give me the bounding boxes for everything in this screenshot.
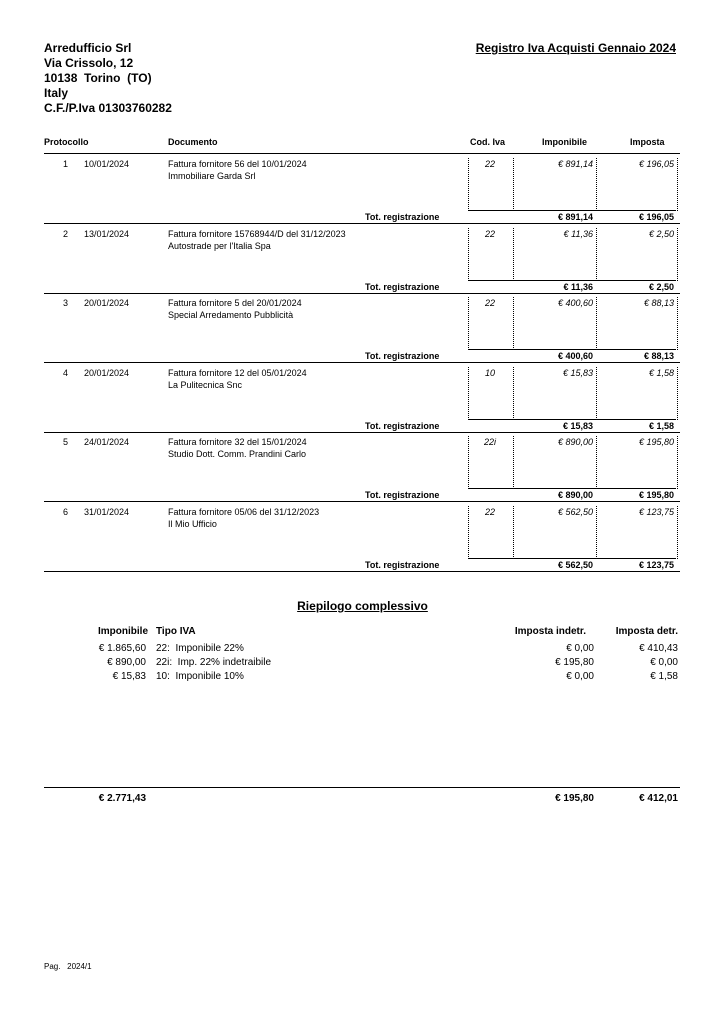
column-imponibile: Imponibile (542, 137, 587, 147)
total-label: Tot. registrazione (365, 212, 440, 222)
document-title: Registro Iva Acquisti Gennaio 2024 (475, 41, 676, 55)
total-label: Tot. registrazione (365, 420, 440, 431)
entry-imposta: € 196,05 (638, 159, 674, 169)
summary-tipo: 22i: Imp. 22% indetraibile (156, 657, 272, 668)
entry-total-imponibile: € 400,60 (557, 351, 593, 361)
entry-supplier: La Pulitecnica Snc (168, 379, 243, 390)
entry-imposta: € 88,13 (643, 298, 674, 308)
summary-header-imponibile: Imponibile (98, 626, 148, 637)
column-cod-iva: Cod. Iva (470, 137, 506, 147)
summary-tipo: 10: Imponibile 10% (156, 671, 244, 682)
entry-imposta: € 195,80 (638, 437, 674, 447)
summary-title: Riepilogo complessivo (297, 599, 428, 613)
entry-date: 20/01/2024 (84, 367, 130, 378)
entry-imponibile: € 890,00 (557, 437, 593, 447)
summary-indetr: € 0,00 (566, 671, 594, 682)
entry-supplier: Special Arredamento Pubblicità (168, 310, 294, 320)
entry-cod-iva: 22 (484, 298, 495, 308)
summary-detr: € 0,00 (650, 657, 678, 668)
entry-imponibile: € 562,50 (557, 506, 593, 517)
registry-entry (44, 294, 680, 364)
summary-indetr: € 195,80 (555, 657, 594, 668)
entry-divider (44, 571, 680, 572)
entry-cod-iva: 22i (483, 437, 496, 447)
column-protocollo: Protocollo (44, 137, 89, 147)
registry-entry (44, 364, 680, 434)
entry-total-imponibile: € 562,50 (557, 559, 593, 570)
entry-number: 3 (62, 298, 68, 308)
company-info (44, 41, 172, 116)
entry-document: Fattura fornitore 15768944/D del 31/12/2023 (168, 228, 346, 239)
entry-total-imponibile: € 11,36 (563, 281, 593, 292)
entry-supplier: Immobiliare Garda Srl (168, 171, 256, 181)
entry-total-imposta: € 195,80 (638, 490, 674, 500)
summary-header-tipo: Tipo IVA (156, 626, 196, 637)
company-vat: C.F./P.Iva 01303760282 (44, 101, 172, 115)
entry-imponibile: € 15,83 (562, 367, 593, 378)
summary-header-indetr: Imposta indetr. (514, 626, 586, 637)
summary-detr: € 410,43 (639, 643, 678, 654)
entry-document: Fattura fornitore 32 del 15/01/2024 (168, 437, 307, 447)
registry-entry (44, 155, 680, 225)
entry-document: Fattura fornitore 05/06 del 31/12/2023 (168, 506, 320, 517)
summary-imponibile: € 890,00 (107, 657, 146, 668)
entry-imponibile: € 400,60 (557, 298, 593, 308)
company-address: Via Crissolo, 12 (44, 56, 134, 70)
summary-tipo: 22: Imponibile 22% (156, 643, 244, 654)
total-top-line (468, 488, 676, 489)
entry-total-imponibile: € 15,83 (562, 420, 593, 431)
total-top-line (468, 280, 676, 281)
registry-entry (44, 433, 680, 503)
entry-supplier: Il Mio Ufficio (168, 518, 217, 529)
summary-indetr: € 0,00 (566, 643, 594, 654)
company-city: 10138 Torino (TO) (44, 71, 152, 85)
entry-number: 1 (62, 159, 68, 169)
total-label: Tot. registrazione (365, 351, 440, 361)
entry-total-imposta: € 2,50 (648, 281, 674, 292)
column-documento: Documento (168, 137, 218, 147)
entry-date: 10/01/2024 (84, 159, 130, 169)
entry-date: 13/01/2024 (84, 228, 130, 239)
company-name: Arredufficio Srl (44, 41, 132, 55)
grand-total-divider (44, 787, 680, 788)
entry-number: 5 (62, 437, 68, 447)
header-divider (44, 153, 680, 154)
summary-header-detr: Imposta detr. (615, 626, 678, 637)
entry-imponibile: € 891,14 (557, 159, 593, 169)
company-country: Italy (44, 86, 69, 100)
entry-total-imposta: € 196,05 (638, 212, 674, 222)
entry-date: 24/01/2024 (84, 437, 130, 447)
entry-supplier: Studio Dott. Comm. Prandini Carlo (168, 449, 307, 459)
entry-total-imposta: € 1,58 (648, 420, 674, 431)
grand-total-indetr: € 195,80 (555, 793, 594, 804)
total-label: Tot. registrazione (365, 281, 440, 292)
entry-supplier: Autostrade per l'Italia Spa (168, 240, 271, 251)
total-top-line (468, 210, 676, 211)
total-label: Tot. registrazione (365, 559, 440, 570)
entry-imponibile: € 11,36 (563, 228, 593, 239)
entry-imposta: € 123,75 (638, 506, 674, 517)
total-top-line (468, 558, 676, 559)
grand-total-imponibile: € 2.771,43 (98, 793, 146, 804)
summary-imponibile: € 15,83 (112, 671, 146, 682)
registry-entry (44, 503, 680, 573)
entry-total-imponibile: € 891,14 (557, 212, 593, 222)
entry-total-imponibile: € 890,00 (557, 490, 593, 500)
summary-imponibile: € 1.865,60 (98, 643, 146, 654)
entry-imposta: € 2,50 (648, 228, 674, 239)
column-imposta: Imposta (630, 137, 665, 147)
entry-date: 31/01/2024 (84, 506, 130, 517)
entry-number: 2 (62, 228, 68, 239)
total-label: Tot. registrazione (365, 490, 440, 500)
entry-document: Fattura fornitore 5 del 20/01/2024 (168, 298, 302, 308)
entry-cod-iva: 10 (484, 367, 495, 378)
entry-total-imposta: € 123,75 (638, 559, 674, 570)
page-number: Pag. 2024/1 (44, 962, 92, 971)
entry-document: Fattura fornitore 56 del 10/01/2024 (168, 159, 307, 169)
entry-cod-iva: 22 (484, 228, 495, 239)
entry-document: Fattura fornitore 12 del 05/01/2024 (168, 367, 307, 378)
total-top-line (468, 419, 676, 420)
entry-imposta: € 1,58 (648, 367, 674, 378)
summary-detr: € 1,58 (650, 671, 678, 682)
entry-number: 4 (62, 367, 68, 378)
registry-entry (44, 225, 680, 295)
entry-cod-iva: 22 (484, 159, 495, 169)
grand-total-detr: € 412,01 (639, 793, 678, 804)
entry-date: 20/01/2024 (84, 298, 130, 308)
entry-cod-iva: 22 (484, 506, 495, 517)
entry-number: 6 (62, 506, 68, 517)
total-top-line (468, 349, 676, 350)
entry-total-imposta: € 88,13 (643, 351, 674, 361)
